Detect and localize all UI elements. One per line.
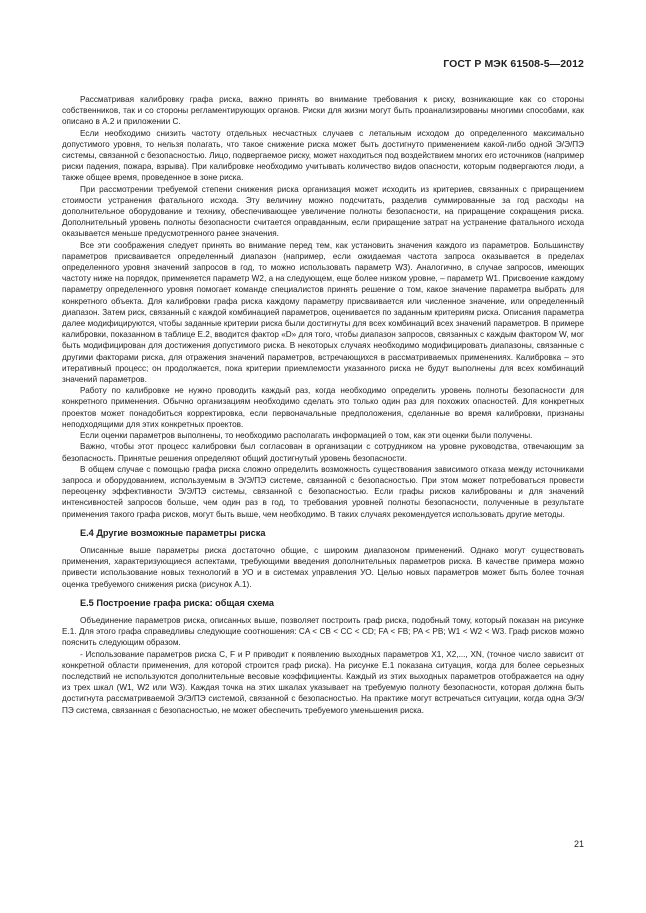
standard-header: ГОСТ Р МЭК 61508-5—2012 [443, 58, 584, 70]
paragraph: Если оценки параметров выполнены, то необходимо располагать информацией о том, как эти оценки были получены. [80, 431, 533, 441]
section-heading-e4: Е.4 Другие возможные параметры риска [80, 527, 266, 538]
paragraph: - Использование параметров риска C, F и P приводит к появлению выходных параметров X1, X2,..., XN, (точное число зависит от конкретной области применения, для которой строится граф риска). На рисунке Е.1 показана ситуация, когда для более серьезных последствий не используются дополнительные весовые коэффициенты. Каждый из этих выходных параметров отображается на одну из трех шкал (W1, W2 или W3). Каждая точка на этих шкалах указывает на требуемую полноту безопасности, которая должна быть достигнута рассматриваемой Э/Э/ПЭ системой, связанной с безопасностью. На практике могут встречаться ситуации, когда одна Э/Э/ПЭ система, связанная с безопасностью, не может обеспечить требуемого уменьшения риска. [62, 649, 584, 715]
page-number: 21 [573, 839, 584, 849]
paragraph: Все эти соображения следует принять во внимание перед тем, как установить значения каждого из параметров. Большинству параметров присваивается определенный диапазон (например, если ожидаемая частота запроса оказывается в пределах определенного уровня значений запросов в год, то можно использовать параметр W3). Аналогично, в случае запросов, имеющих частоту ниже на порядок, применяется параметр W2, а на следующем, еще более низком уровне, – параметр W1. Присвоение каждому параметру определенного уровня помогает команде специалистов принять решение о том, какое значение параметра выбрать для конкретного объекта. Для калибровки графа риска каждому параметру присваивается или численное значение, или определенный диапазон. Затем риск, связанный с каждой комбинацией параметров, оценивается по заданным критериям риска. Описания параметра далее модифицируются, чтобы заданные критерии риска были достигнуты для всех комбинаций всех значений параметров. В примере калибровки, показанном в таблице Е.2, вводится фактор «D» для того, чтобы диапазон запросов, связанных с каждым фактором W, мог быть модифицирован для достижения допустимого риска. В некоторых случаях необходимо модифицировать диапазоны, связанные с другими факторами риска, для отражения значений параметров, встречающихся в рассматриваемых применениях. Калибровка – это итеративный процесс; он продолжается, пока критерии приемлемости указанного риска не будут выполнены для всех комбинаций значений параметров. [62, 240, 584, 385]
paragraph: В общем случае с помощью графа риска сложно определить возможность существования зависимого отказа между источниками запроса и оборудованием, используемым в Э/Э/ПЭ системе, связанной с безопасностью. При этом может потребоваться провести переоценку эффективности Э/Э/ПЭ системы, связанной с безопасностью. Если графы рисков калиброваны и для значений интенсивностей запросов больше, чем один раз в год, то требования уровней полноты безопасности, полученные в результате применения такого графа рисков, могут быть выше, чем необходимо. В таких случаях рекомендуется использовать другие методы. [62, 464, 584, 519]
paragraph: Рассматривая калибровку графа риска, важно принять во внимание требования к риску, возникающие как со стороны собственников, так и со стороны регламентирующих органов. Риски для жизни могут быть проанализированы многими способами, как описано в А.2 и приложении С. [62, 95, 584, 127]
document-body [62, 94, 584, 716]
paragraph: Объединение параметров риска, описанных выше, позволяет построить граф риска, подобный тому, который показан на рисунке Е.1. Для этого графа справедливы следующие соотношения: CA < CB < CC < CD; FA < FB; PA < PB; W1 < W2 < W3. Граф рисков можно пояснить следующим образом. [62, 615, 584, 648]
paragraph: Если необходимо снизить частоту отдельных несчастных случаев с летальным исходом до определенного максимально допустимого уровня, то нельзя полагать, что такое снижение риска может быть достигнуто применением какой-либо одной Э/Э/ПЭ системы, связанной с безопасностью. Лицо, подвергаемое риску, может находиться под воздействием многих его источников (например риски падения, пожара, взрыва). При калибровке необходимо учитывать количество видов опасности, которым подвергаются люди, а также общее время, проведенное в зоне риска. [62, 128, 584, 183]
paragraph: Описанные выше параметры риска достаточно общие, с широким диапазоном применений. Однако могут существовать применения, характеризующиеся аспектами, требующими введения дополнительных параметров риска. В качестве примера можно привести использование новых технологий в УО и в системах управления УО. Целью новых параметров может быть более точная оценка требуемого снижения риска (рисунок А.1). [62, 545, 584, 589]
paragraph: Работу по калибровке не нужно проводить каждый раз, когда необходимо определить уровень полноты безопасности для конкретного применения. Обычно организациям необходимо сделать это только один раз для похожих опасностей. Для конкретных проектов может понадобиться корректировка, если первоначальные предположения, сделанные во время калибровки, признаны неподходящими для этих конкретных проектов. [62, 386, 584, 429]
paragraph: Важно, чтобы этот процесс калибровки был согласован в организации с сотрудником на уровне руководства, отвечающим за безопасность. Принятые решения определяют общий достигнутый уровень безопасности. [62, 442, 584, 463]
section-heading-e5: Е.5 Построение графа риска: общая схема [80, 597, 274, 608]
paragraph: При рассмотрении требуемой степени снижения риска организация может исходить из критериев, связанных с приращением стоимости устранения фатального исхода. Эту величину можно подсчитать, разделив суммированные за год расходы на дополнительное оборудование и технику, обеспечивающее увеличение полноты безопасности, на приращение сокращения риска. Дополнительный уровень полноты безопасности считается оправданным, если приращение затрат на устранение фатального исхода оказывается меньше предусмотренного ранее значения. [62, 184, 584, 239]
